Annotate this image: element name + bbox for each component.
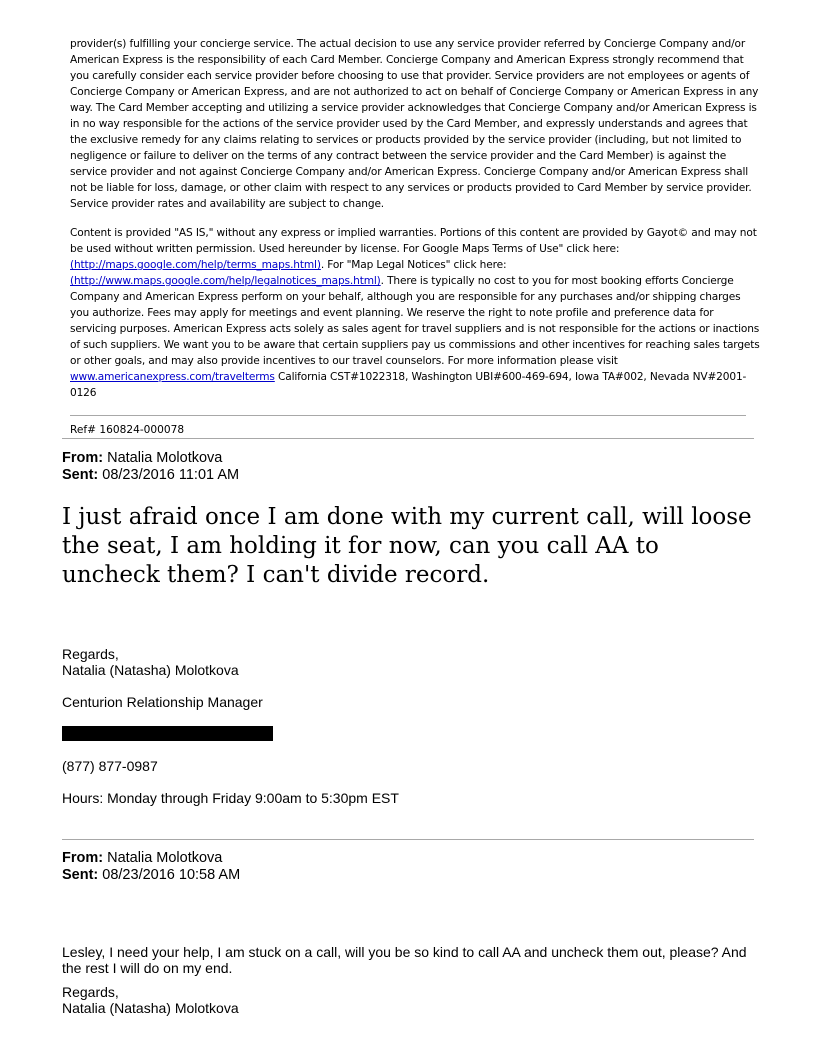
legal-terms-text-d: California CST#1022318, Washington UBI#600-469-694, Iowa TA#002, Nevada NV#2001-0126	[70, 371, 747, 399]
travel-terms-link[interactable]: www.americanexpress.com/travelterms	[70, 371, 275, 383]
legal-terms-paragraph	[70, 225, 760, 401]
message1-body: I just afraid once I am done with my current call, will loose the seat, I am holding it for now, can you call AA to uncheck them? I can't divide record.	[62, 504, 752, 588]
from-value: Natalia Molotkova	[103, 450, 223, 466]
sent-label: Sent:	[62, 867, 99, 883]
message2-body: Lesley, I need your help, I am stuck on a call, will you be so kind to call AA and uncheck them out, please? And the rest I will do on my end.	[62, 944, 747, 976]
legal-disclaimer-paragraph: provider(s) fulfilling your concierge service. The actual decision to use any service provider referred by Concierge Company and/or American Express is the responsibility of each Card Member. Concierge Company and American Express strongly recommend that you carefully consider each service provider before choosing to use that provider. Service providers are not employees or agents of Concierge Company or American Express, and are not authorized to act on behalf of Concierge Company or American Express in any way. The Card Member accepting and utilizing a service provider acknowledges that Concierge Company and/or American Express is in no way responsible for the actions of the service provider used by the Card Member, and expressly understands and agrees that the exclusive remedy for any claims relating to services or products provided by the service provider (including, but not limited to negligence or failure to deliver on the terms of any contract between the service provider and the Card Member) is against the service provider and not against Concierge Company and/or American Express. Concierge Company and/or American Express shall not be liable for loss, damage, or other claim with respect to any services or products provided to Card Member by service provider. Service provider rates and availability are subject to change.	[70, 38, 759, 210]
legal-divider	[70, 415, 746, 416]
legal-terms-text-a: Content is provided "AS IS," without any express or implied warranties. Portions of this content are provided by Gayot© and may not be used without written permission. Used hereunder by license. For Google Maps Terms of Use" click here:	[70, 227, 757, 255]
legal-terms-text-b: . For "Map Legal Notices" click here:	[320, 259, 507, 271]
message2-sent-line	[62, 867, 240, 884]
map-legal-notices-link[interactable]: (http://www.maps.google.com/help/legalnotices_maps.html)	[70, 275, 381, 287]
message-divider	[62, 438, 754, 439]
from-label: From:	[62, 450, 104, 466]
message2-regards: Regards,	[62, 984, 119, 1000]
reference-number: Ref# 160824-000078	[70, 424, 185, 436]
from-label: From:	[62, 850, 104, 866]
sent-value: 08/23/2016 11:01 AM	[98, 467, 240, 483]
message1-sent-line	[62, 467, 239, 484]
message2-signature-name: Natalia (Natasha) Molotkova	[62, 1000, 239, 1016]
sent-value: 08/23/2016 10:58 AM	[98, 867, 241, 883]
message-divider	[62, 839, 754, 840]
message1-signature-name: Natalia (Natasha) Molotkova	[62, 662, 239, 678]
message1-from-line	[62, 450, 222, 467]
sent-label: Sent:	[62, 467, 99, 483]
message1-regards: Regards,	[62, 646, 119, 662]
message2-from-line	[62, 850, 222, 867]
from-value: Natalia Molotkova	[103, 850, 223, 866]
legal-terms-text-c: . There is typically no cost to you for most booking efforts Concierge Company and American Express perform on your behalf, although you are responsible for any purchases and/or shipping charges you authorize. Fees may apply for meetings and event planning. We reserve the right to note profile and preference data for servicing purposes. American Express acts solely as sales agent for travel suppliers and is not responsible for the actions or inactions of such suppliers. We want you to be aware that certain suppliers pay us commissions and other incentives for reaching sales targets or other goals, and may also provide incentives to our travel counselors. For more information please visit	[70, 275, 760, 367]
redaction-bar	[62, 726, 273, 741]
google-maps-terms-link[interactable]: (http://maps.google.com/help/terms_maps.html)	[70, 259, 321, 271]
message1-signature-role: Centurion Relationship Manager	[62, 694, 263, 710]
message1-phone: (877) 877-0987	[62, 758, 158, 774]
message1-hours: Hours: Monday through Friday 9:00am to 5:30pm EST	[62, 790, 399, 806]
